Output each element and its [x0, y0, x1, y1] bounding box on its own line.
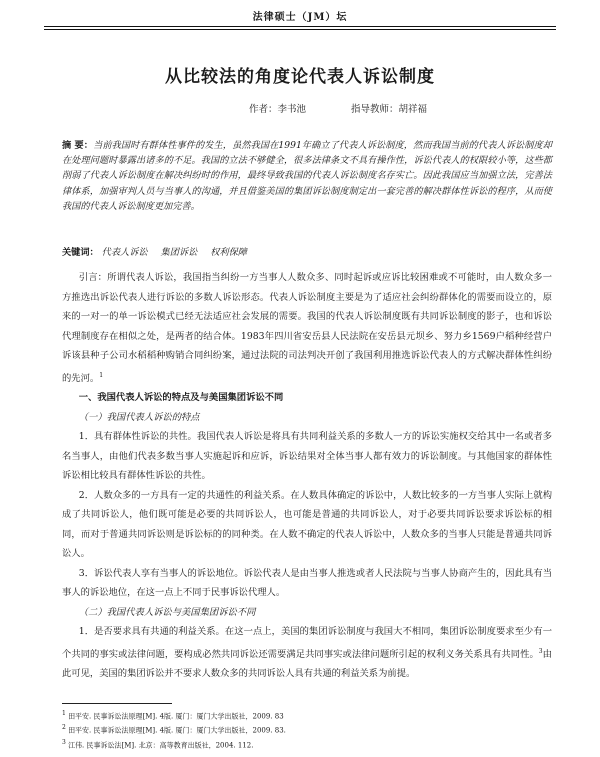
subsection-heading: （二）我国代表人诉讼与美国集团诉讼不同 [78, 606, 256, 618]
paragraph [62, 622, 552, 684]
footnote-text: 田平安. 民事诉讼法原理[M]. 4版. 厦门：厦门大学出版社，2009. 83. [68, 726, 286, 735]
header-rule [44, 26, 556, 27]
advisor: 指导教师：胡祥福 [351, 104, 428, 115]
footnote [62, 737, 552, 751]
footnote [62, 708, 552, 722]
keywords-label: 关键词： [62, 247, 99, 258]
paragraph-text: 1．是否要求具有共通的利益关系。在这一点上，美国的集团诉讼制度与我国大不相同，集团诉讼制度要求至少有一个共同的事实或法律问题，要构成必然共同诉讼还需要满足共同事实或法律问题所引起的权利义务关系具有共同性。 [62, 626, 552, 660]
keyword: 权利保障 [210, 247, 247, 258]
abstract-text: 当前我国时有群体性事件的发生，虽然我国在1991年确立了代表人诉讼制度，然而我国当前的代表人诉讼制度却在处理问题时暴露出诸多的不足。我国的立法不够健全，很多法律条文不具有操作性，诉讼代表人的权限较小等，这些都削弱了代表人诉讼制度在解决纠纷时的作用，最终导致我国的代表人诉讼制度名存实亡。因此我国应当加强立法，完善法律体系，加强审判人员与当事人的沟通，并且借鉴美国的集团诉讼制度制定出一套完善的解决群体性诉讼的程序，从而使我国的代表人诉讼制度更加完善。 [62, 140, 552, 212]
abstract [62, 138, 552, 214]
author-line [120, 101, 556, 115]
paragraph: 3．诉讼代表人享有当事人的诉讼地位。诉讼代表人是由当事人推选或者人民法院与当事人协商产生的，因此具有当事人的诉讼地位，在这一点上不同于民事诉讼代理人。 [62, 567, 552, 599]
paragraph: 1．具有群体性诉讼的共性。我国代表人诉讼是将具有共同利益关系的多数人一方的诉讼实施权交给其中一名或者多名当事人，由他们代表多数当事人实施起诉和应诉，诉讼结果对全体当事人都有效力的诉讼制度。与其他国家的群体性诉讼相比较具有群体性诉讼的共性。 [62, 431, 552, 482]
body-text [62, 268, 552, 684]
footnote-ref: 1 [99, 371, 104, 379]
footnotes [62, 708, 552, 751]
footnote-num: 2 [62, 724, 66, 732]
footnote-text: 江伟. 民事诉讼法[M]. 北京：高等教育出版社，2004. 112. [68, 740, 254, 749]
keyword: 集团诉讼 [160, 247, 198, 258]
paragraph-intro [62, 268, 552, 388]
paragraph: 2．人数众多的一方具有一定的共通性的利益关系。在人数具体确定的诉讼中，人数比较多的一方当事人实际上就构成了共同诉讼人，他们既可能是必要的共同诉讼人，也可能是普通的共同诉讼人，对于必要共同诉讼要求诉讼标的相同，而对于普通共同诉讼则是诉讼标的的同种类。在人数不确定的代表人诉讼中，人数众多的当事人只能是普通共同诉讼人。 [62, 489, 552, 560]
keyword: 代表人诉讼 [101, 247, 148, 258]
abstract-label: 摘 要： [62, 140, 94, 151]
footnote-ref: 3 [538, 647, 543, 655]
footnote-num: 3 [62, 738, 66, 746]
intro-text: 引言：所谓代表人诉讼，我国指当纠纷一方当事人人数众多、同时起诉或应诉比较困难或不可能时，由人数众多一方推选出诉讼代表人进行诉讼的多数人诉讼形态。代表人诉讼制度主要是为了适应社会纠纷群体化的需要而设立的，原来的一对一的单一诉讼模式已经无法适应社会发展的需要。我国的代表人诉讼制度既有共同诉讼制度的影子，也和诉讼代理制度存在相似之处，是两者的结合体。1983年四川省安岳县人民法院在安岳县元坝乡、努力乡1569户稻种经营户诉该县种子公司水稻稻种购销合同纠纷案，通过法院的司法判决开创了我国利用推选诉讼代表人的方式解决群体性纠纷的先河。 [62, 272, 552, 384]
author: 作者：李书池 [248, 104, 306, 115]
subsection-heading: （一）我国代表人诉讼的特点 [78, 411, 200, 423]
paragraph-text: 由此可见，美国的集团诉讼并不要求人数众多的共同诉讼人具有共通的利益关系为前提。 [62, 648, 552, 680]
header-rule-thin [44, 29, 556, 30]
keywords [62, 244, 257, 258]
footnote-rule [62, 703, 172, 704]
section-heading: 一、我国代表人诉讼的特点及与美国集团诉讼不同 [78, 392, 284, 404]
article-title: 从比较法的角度论代表人诉讼制度 [165, 67, 435, 87]
running-header: 法律硕士（JM）坛 [252, 12, 348, 23]
footnote-num: 1 [62, 710, 66, 717]
footnote-text: 田平安. 民事诉讼法原理[M]. 4版. 厦门：厦门大学出版社，2009. 83 [68, 712, 284, 721]
footnote [62, 722, 552, 736]
